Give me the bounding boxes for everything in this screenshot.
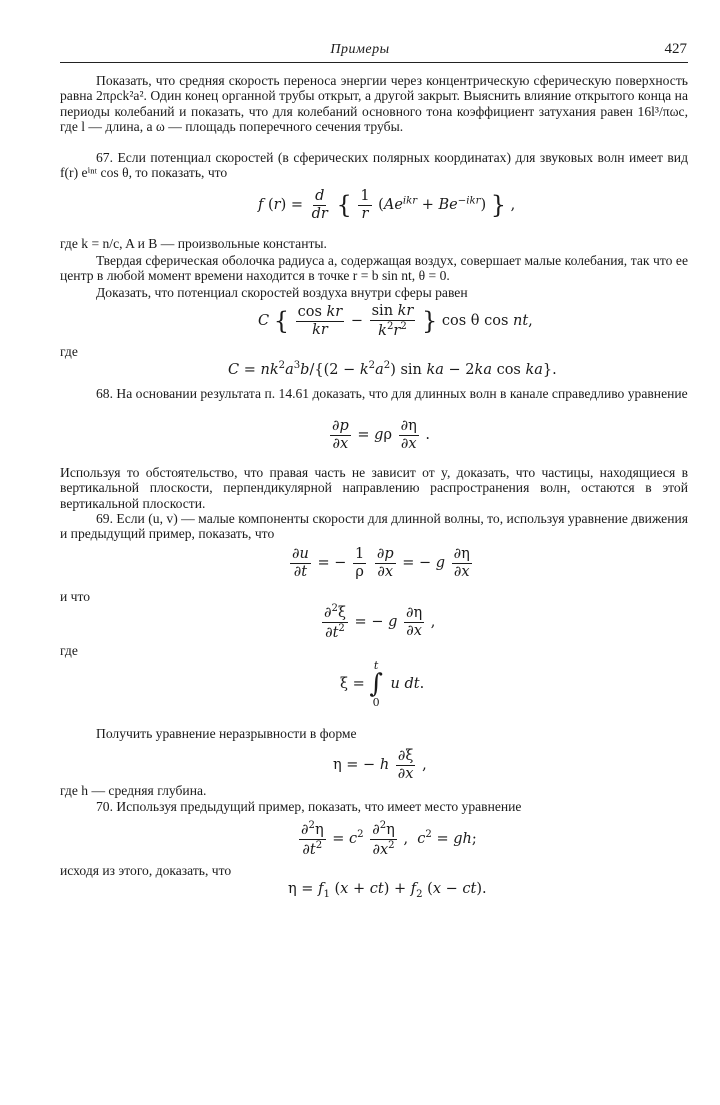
problem-70: 70. Используя предыдущий пример, показать, что имеет место уравнение [96,799,522,814]
problem-70-hence: исходя из этого, доказать, что [60,863,232,878]
formula-eta: η = − h $\frac{\partial\xi}{\partial x}$ , [333,748,427,782]
page-header-title: Примеры [330,42,390,57]
formula-C: $C = nk^2a^3b/\{(2 - k^2a^2)$ sin ka − 2ka cos ka}. [228,360,557,378]
where-label-2: где [60,643,78,658]
problem-69-depth: где h — средняя глубина. [60,783,207,798]
problem-69: 69. Если (u, v) — малые компоненты скорости для длинной волны, то, используя уравнение движения и предыдущий пример, показать, что [60,511,688,542]
problem-68: 68. На основании результата п. 14.61 доказать, что для длинных волн в канале справедливо уравнение [96,386,688,401]
formula-du-dt: $\frac{\partial u}{\partial t}$ = − $\frac{1}{\rho}$ $\frac{\partial p}{\partial x}$ = − g $\frac{\partial\eta}{\partial x}$ [292,546,470,580]
formula-xi-integral: ξ = t ∫ 0 u dt. [340,659,425,709]
formula-wave-equation: $\frac{\partial^2\eta}{\partial t^2}$ = $c^2$ $\frac{\partial^2\eta}{\partial x^2}$ , $c^2$ = gh; [301,820,477,858]
problem-67-shell: Твердая сферическая оболочка радиуса a, содержащая воздух, совершает малые колебания, так что ее центр в любой момент времени находится в точке r = b sin nt, θ = 0. [60,253,688,284]
formula-dp-dx: $\frac{\partial p}{\partial x}$ = gρ $\frac{\partial\eta}{\partial x}$ . [332,418,431,452]
problem-67-where: где k = n/c, A и B — произвольные константы. [60,236,327,251]
and-that-label: и что [60,589,91,604]
formula-potential: C { $\frac{\text{cos kr}}{kr}$ − $\frac{\text{sin kr}}{k^2r^2}$ } cos θ cos nt, [258,303,533,339]
paragraph-energy-transfer: Показать, что средняя скорость переноса энергии через концентрическую сферическую поверхность равна 2πρck²a². Один конец органной трубы открыт, а другой закрыт. Выяснить влияние открытого конца на периоды колебаний и показать, что для колебаний основного тона коэффициент затухания равен 16l³/πωc, где l — длина, а ω — площадь поперечного сечения трубы. [60,73,688,134]
formula-dalembert: $\eta = f_1$ $(x + ct) + f_2$ (x − ct). [288,881,487,900]
formula-f-r: f (r) = $\frac{d}{dr}$ { $\frac{1}{r}$ $(Ae^{ikr} + Be^{-ikr})$ } , [258,188,516,222]
page-number: 427 [664,41,687,57]
problem-69-continuity: Получить уравнение неразрывности в форме [96,726,357,741]
problem-67: 67. Если потенциал скоростей (в сферических полярных координатах) для звуковых волн имеет вид f(r) eⁱⁿᵗ cos θ, то показать, что [60,150,688,181]
problem-67-prove: Доказать, что потенциал скоростей воздуха внутри сферы равен [96,285,468,300]
where-label-1: где [60,344,78,359]
formula-d2xi: $\frac{\partial^2\xi}{\partial t^2}$ = − g $\frac{\partial\eta}{\partial x}$ , [324,603,436,641]
problem-68-particles: Используя то обстоятельство, что правая часть не зависит от y, доказать, что частицы, находящиеся в вертикальной плоскости, перпендикулярной направлению распространения волн, остаются в этой вертикальной плоскости. [60,465,688,511]
header-rule [60,62,688,63]
